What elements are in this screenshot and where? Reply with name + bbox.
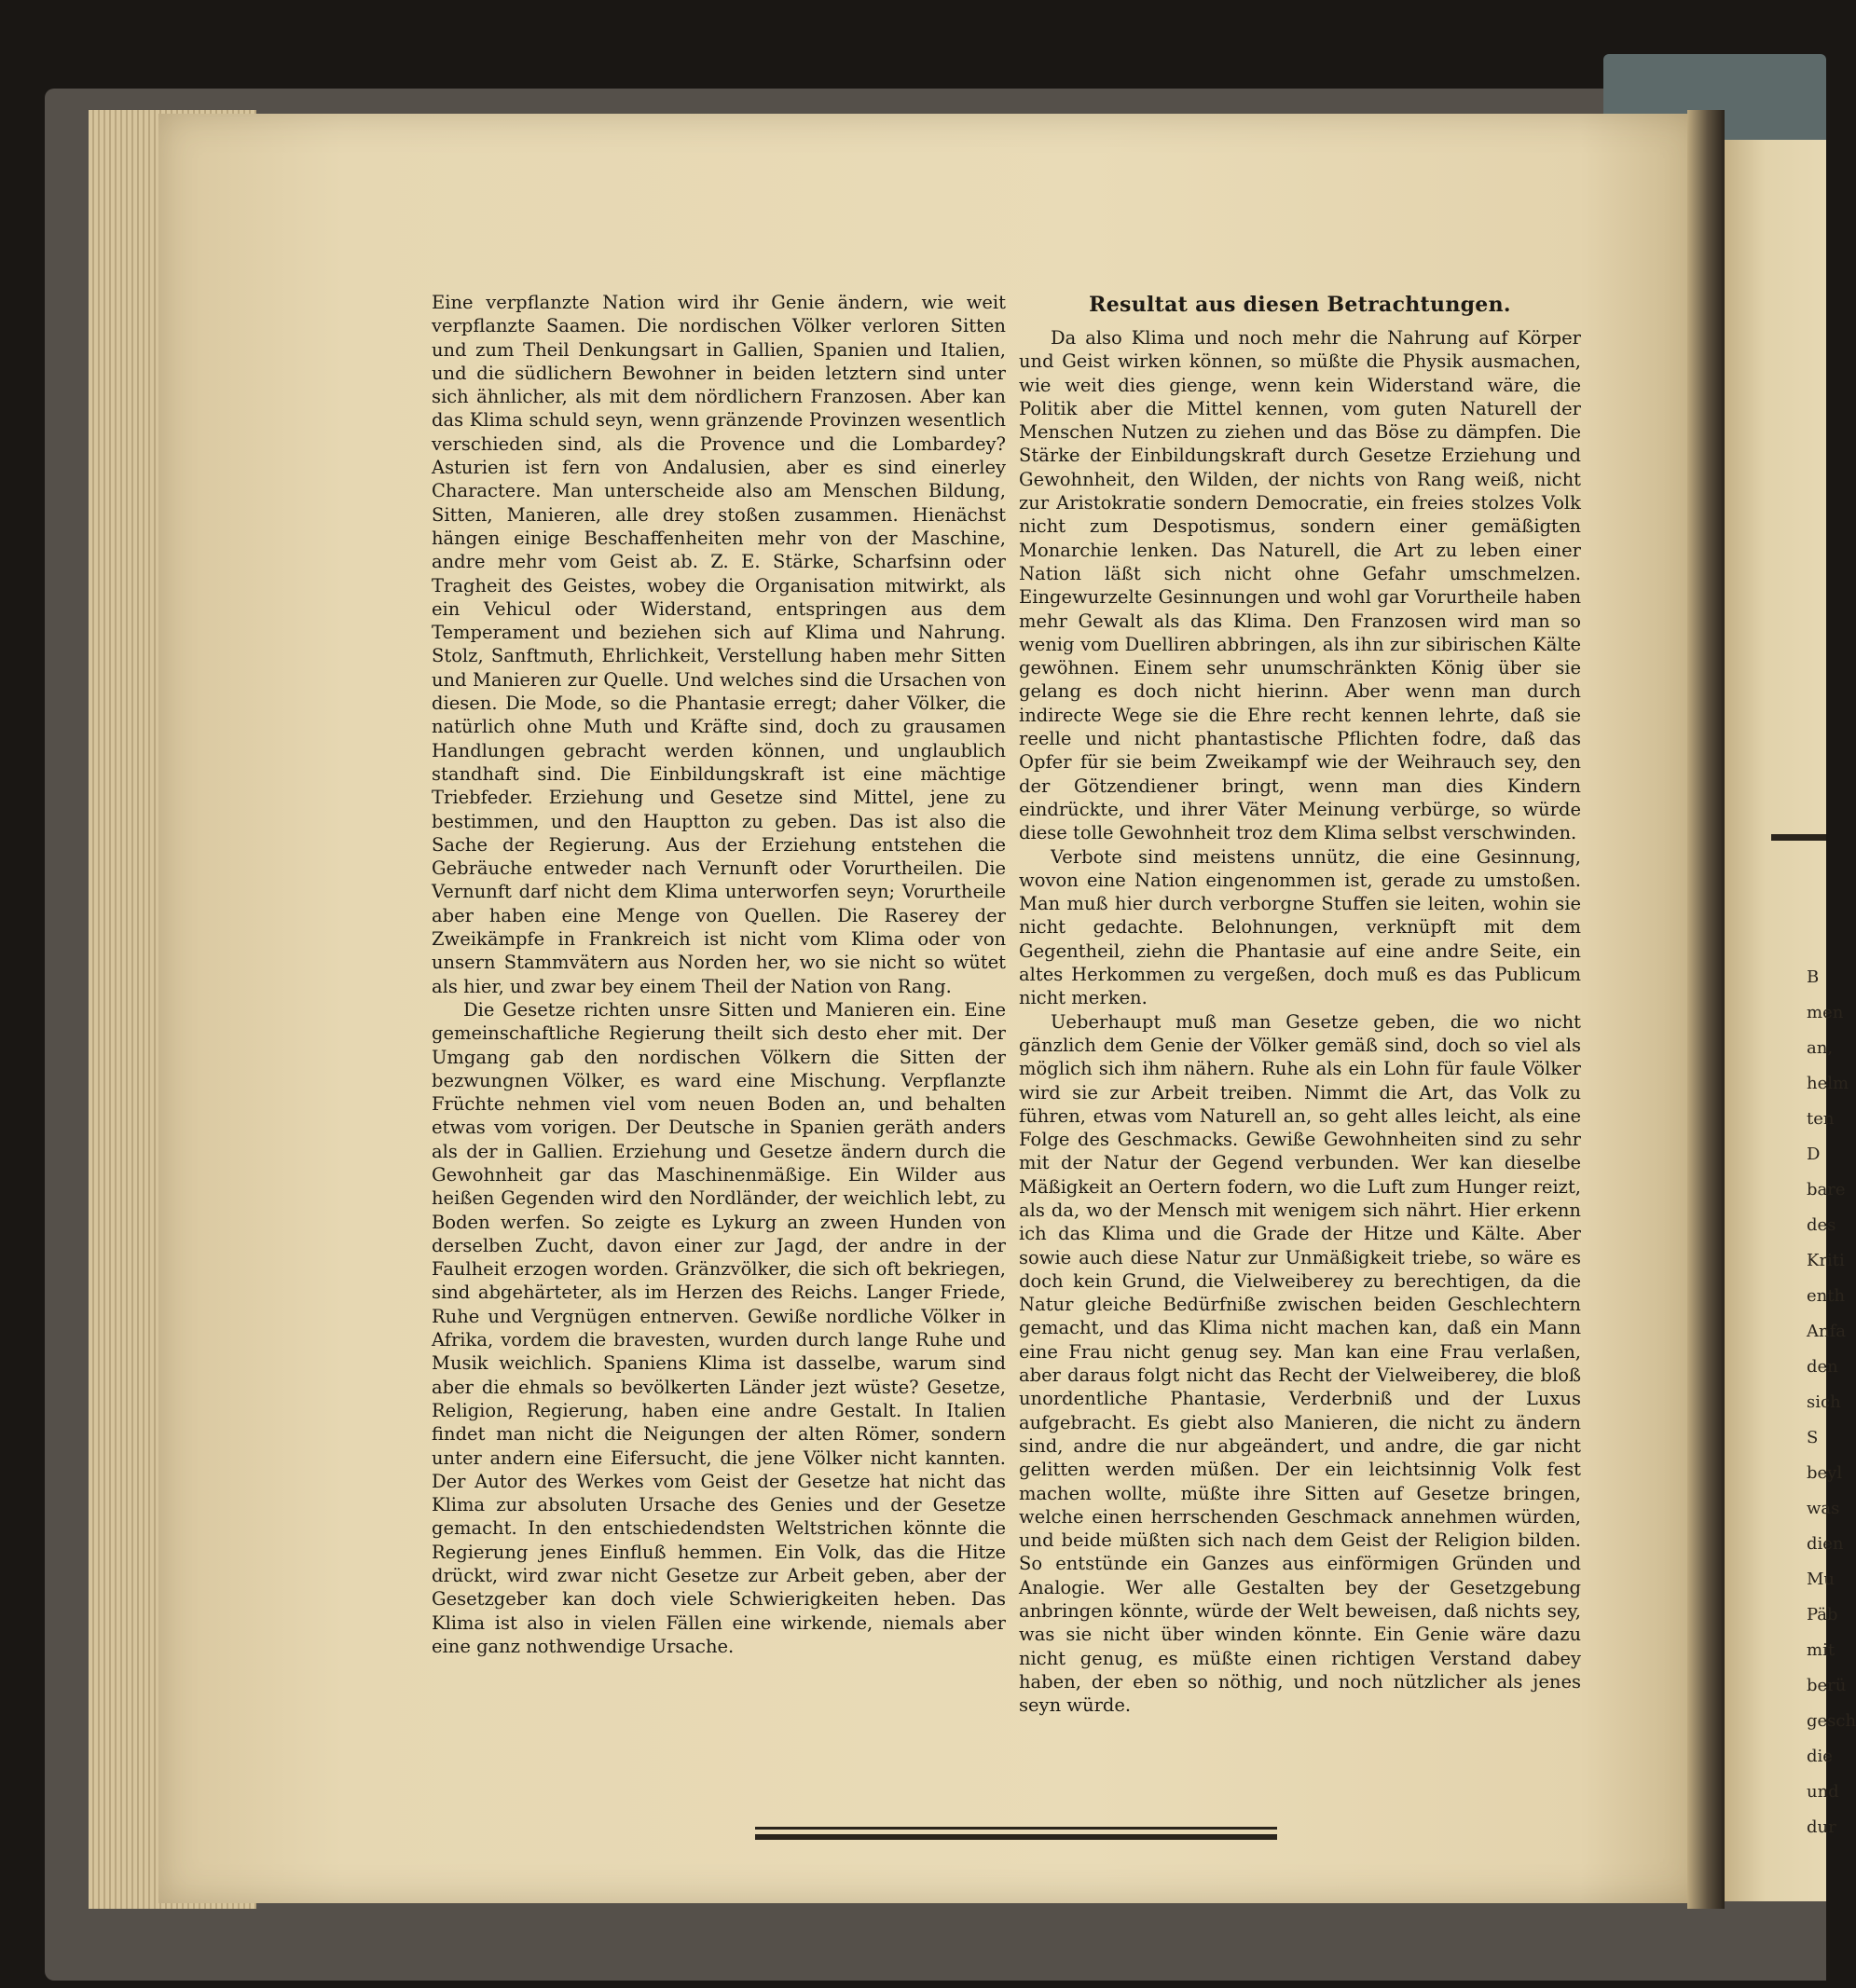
fragment: Päb [1807,1605,1838,1625]
paragraph: Die Gesetze richten unsre Sitten und Manieren ein. Eine gemeinschaftliche Regierung theilt sich desto eher mit. Der Umgang gab den nordischen Völkern die Sitten der bezwungnen Völker, es ward eine Mischung. Verpflanzte Früchte nehmen viel vom neuen Boden an, und behalten etwas vom vorigen. Der Deutsche in Spanien geräth anders als der in Gallien. Erziehung und Gesetze ändern durch die Gewohnheit gar das Maschinenmäßige. Ein Wilder aus heißen Gegenden wird den Nordländer, der weichlich lebt, zu Boden werfen. So zeigte es Lykurg an zween Hunden von derselben Zucht, davon einer zur Jagd, der andre in der Faulheit erzogen worden. Gränzvölker, die sich oft bekriegen, sind abgehärteter, als im Herzen des Reichs. Langer Friede, Ruhe und Vergnügen entnerven. Gewiße nordliche Völker in Afrika, vordem die bravesten, wurden durch lange Ruhe und Musik weichlich. Spaniens Klima ist dasselbe, warum sind aber die ehmals so bevölkerten Länder jezt wüste? Gesetze, Religion, Regierung, haben eine andre Gestalt. In Italien findet man nicht die Neigungen der alten Römer, sondern unter andern eine Eifersucht, die jene Völker nicht kannten. Der Autor des Werkes vom Geist der Gesetze hat nicht das Klima zur absoluten Ursache des Genies und der Gesetze gemacht. In den entschiedendsten Weltstrichen könnte die Regierung jenes Einfluß hemmen. Ein Volk, das die Hitze drückt, wird zwar nicht Gesetze zur Arbeit geben, aber der Gesetzgeber kan doch viele Schwierigkeiten heben. Das Klima ist also in vielen Fällen eine wirkende, niemals aber eine ganz nothwendige Ursache. [432,998,1006,1657]
fragment: die [1807,1747,1833,1766]
fragment: bare [1807,1180,1846,1200]
book-gutter [1687,110,1725,1909]
fragment: Anfa [1807,1322,1846,1341]
fragment: men [1807,1003,1844,1022]
fragment: dur [1807,1817,1836,1837]
paragraph: Verbote sind meistens unnütz, die eine Gesinnung, wovon eine Nation eingenommen ist, gerade zu umstoßen. Man muß hier durch verborgne Stuffen sie leiten, wohin sie nicht gedachte. Belohnungen, verknüpft mit dem Gegentheil, ziehn die Phantasie auf eine andre Seite, ein altes Herkommen zu vergeßen, doch muß es das Publicum nicht merken. [1019,845,1581,1009]
fragment: des [1807,1215,1836,1235]
fragment: D [1807,1145,1821,1164]
fragment: enth [1807,1286,1846,1306]
fragment: B [1807,967,1820,987]
fragment: Mu [1807,1570,1835,1589]
closing-rule-thin [755,1827,1277,1830]
paragraph: Da also Klima und noch mehr die Nahrung auf Körper und Geist wirken können, so müßte die Physik ausmachen, wie weit dies gienge, wenn kein Widerstand wäre, die Politik aber die Mittel kennen, vom guten Naturell der Menschen Nutzen zu ziehen und das Böse zu dämpfen. Die Stärke der Einbildungskraft durch Gesetze Erziehung und Gewohnheit, den Wilden, der nichts von Rang weiß, nicht zur Aristokratie sondern Democratie, ein freies stolzes Volk nicht zum Despotismus, sondern einer gemäßigten Monarchie lenken. Das Naturell, die Art zu leben einer Nation läßt sich nicht ohne Gefahr umschmelzen. Eingewurzelte Gesinnungen und wohl gar Vorurtheile haben mehr Gewalt als das Klima. Den Franzosen wird man so wenig vom Duelliren abbringen, als ihn zur sibirischen Kälte gewöhnen. Einem sehr unumschränkten König über sie gelang es doch nicht hierinn. Aber wenn man durch indirecte Wege sie die Ehre recht kennen lehrte, daß sie reelle und nicht phantastische Pflichten fodre, daß das Opfer für sie beim Zweikampf wie der Weihrauch sey, den der Götzendiener bringt, wenn man dies Kindern eindrückte, und ihrer Väter Meinung verbürge, so würde diese tolle Gewohnheit troz dem Klima selbst verschwinden. [1019,327,1581,844]
fragment: den [1807,1357,1838,1377]
next-page-fragments [1807,960,1856,1845]
section-heading: Resultat aus diesen Betrachtungen. [1089,293,1511,317]
fragment: ten [1807,1109,1835,1129]
fragment: helm [1807,1074,1849,1093]
fragment: und [1807,1782,1839,1802]
fragment: beyl [1807,1463,1843,1483]
right-text-column [1019,291,1581,1718]
fragment: berü [1807,1676,1847,1695]
fragment: gesch [1807,1711,1856,1731]
paragraph: Ueberhaupt muß man Gesetze geben, die wo nicht gänzlich dem Genie der Völker gemäß sind, doch so viel als möglich sich ihm nähern. Ruhe als ein Lohn für faule Völker wird sie zur Arbeit treiben. Nimmt die Art, das Volk zu führen, etwas vom Naturell an, so geht alles leicht, als eine Folge des Geschmacks. Gewiße Gewohnheiten sind zu sehr mit der Natur der Gegend verbunden. Wer kan dieselbe Mäßigkeit an Oertern fodern, wo die Luft zum Hunger reizt, als da, wo der Mensch mit wenigem sich nährt. Hier erkenn ich das Klima und die Grade der Hitze und Kälte. Aber sowie auch diese Natur zur Unmäßigkeit triebe, so wäre es doch kein Grund, die Vielweiberey zu berechtigen, da die Natur gleiche Bedürfniße zwischen beiden Geschlechtern gemacht, und das Klima nicht machen kan, daß ein Mann eine Frau nicht genug sey. Man kan eine Frau verlaßen, aber daraus folgt nicht das Recht der Vielweiberey, die bloß unordentliche Phantasie, Verderbniß und der Luxus aufgebracht. Es giebt also Manieren, die nicht zu ändern sind, andre die nur abgeändert, und andre, die gar nicht gelitten werden müßen. Der ein leichtsinnig Volk fest machen wollte, müßte ihre Sitten auf Gesetze bringen, welche einen herrschenden Geschmack annehmen würden, und beide müßten sich nach dem Geist der Religion bilden. So entstünde ein Ganzes aus einförmigen Gründen und Analogie. Wer alle Gestalten bey der Gesetzgebung anbringen könnte, würde der Welt beweisen, daß nichts sey, was sie nicht über winden könnte. Ein Genie wäre dazu nicht genug, es müßte einen richtigen Verstand dabey haben, der eben so nöthig, und noch nützlicher als jenes seyn würde. [1019,1010,1581,1717]
fragment: dien [1807,1534,1844,1554]
fragment: Kriti [1807,1251,1845,1270]
fragment: sich [1807,1392,1841,1412]
closing-rule-thick [755,1834,1277,1840]
left-text-column [432,291,1006,1658]
fragment: mit [1807,1640,1835,1660]
next-page-rule [1771,834,1826,841]
fragment: S [1807,1428,1819,1447]
paragraph: Eine verpflanzte Nation wird ihr Genie ändern, wie weit verpflanzte Saamen. Die nordischen Völker verloren Sitten und zum Theil Denkungsart in Gallien, Spanien und Italien, und die südlichern Bewohner in beiden letztern sind unter sich ähnlicher, als mit dem nördlichern Franzosen. Aber kan das Klima schuld seyn, wenn gränzende Provinzen wesentlich verschieden sind, als die Provence und die Lombardey? Asturien ist fern von Andalusien, aber es sind einerley Charactere. Man unterscheide also am Menschen Bildung, Sitten, Manieren, alle drey stoßen zusammen. Hienächst hängen einige Beschaffenheiten mehr von der Maschine, andre mehr vom Geist ab. Z. E. Stärke, Scharfsinn oder Tragheit des Geistes, wobey die Organisation mitwirkt, als ein Vehicul oder Widerstand, entspringen aus dem Temperament und beziehen sich auf Klima und Nahrung. Stolz, Sanftmuth, Ehrlichkeit, Verstellung haben mehr Sitten und Manieren zur Quelle. Und welches sind die Ursachen von diesen. Die Mode, so die Phantasie erregt; daher Völker, die natürlich ohne Muth und Kräfte sind, doch zu grausamen Handlungen gebracht werden können, und unglaublich standhaft sind. Die Einbildungskraft ist eine mächtige Triebfeder. Erziehung und Gesetze sind Mittel, jene zu bestimmen, und den Hauptton zu geben. Das ist also die Sache der Regierung. Aus der Erziehung entstehen die Gebräuche entweder nach Vernunft oder Vorurtheilen. Die Vernunft darf nicht dem Klima unterworfen seyn; Vorurtheile aber haben eine Menge von Quellen. Die Raserey der Zweikämpfe in Frankreich ist nicht vom Klima oder von unsern Stammvätern aus Norden her, wo sie nicht so wütet als hier, und zwar bey einem Theil der Nation von Rang. [432,292,1006,997]
fragment: was [1807,1499,1840,1518]
fragment: an, [1807,1038,1834,1058]
